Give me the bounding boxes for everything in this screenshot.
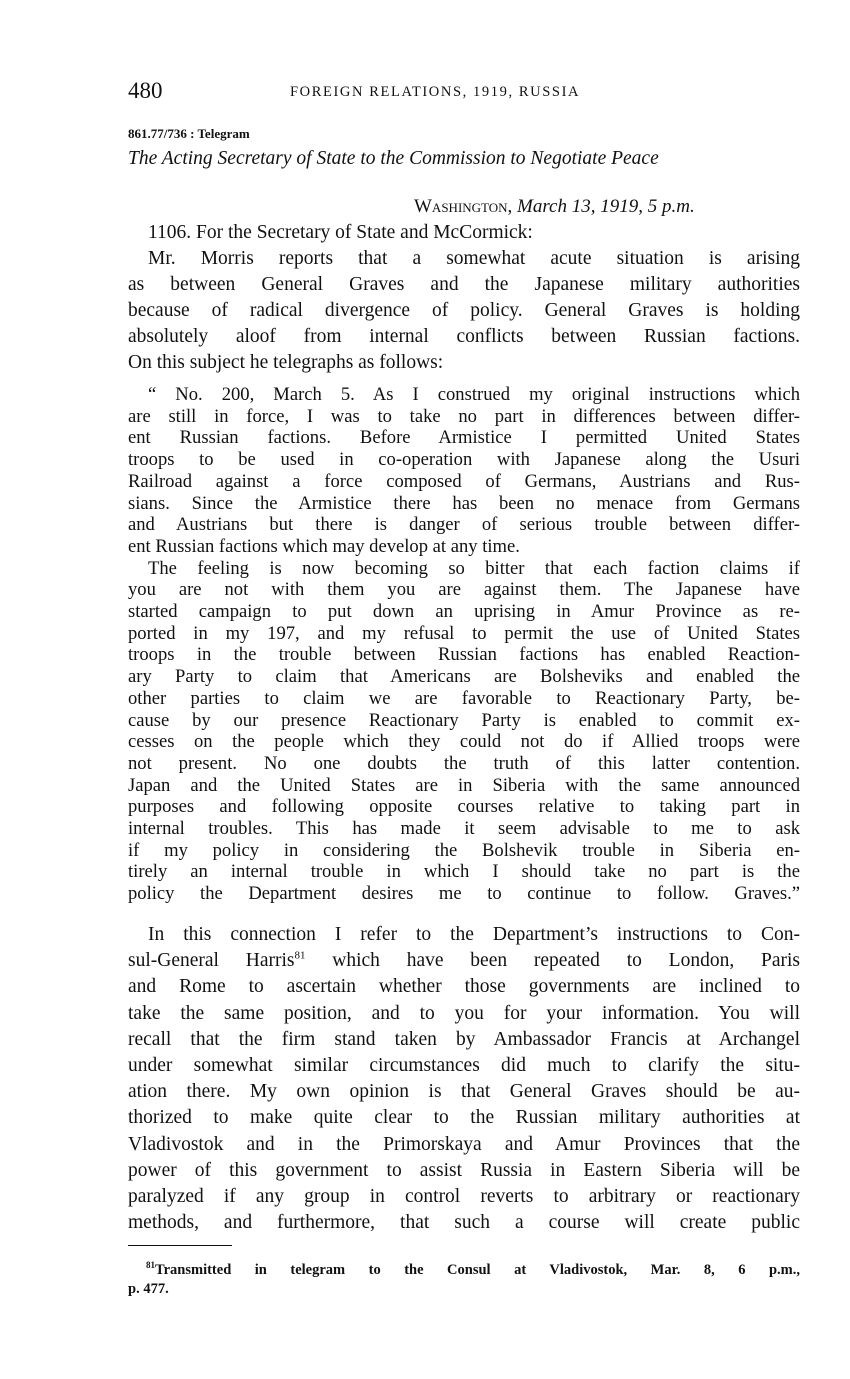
text-line: Railroad against a force composed of Germans, Austrians and Rus- [128,470,800,492]
footnote-text: Transmitted in telegram to the Consul at Vladivostok, Mar. 8, 6 p.m., [155,1261,800,1278]
document-title: The Acting Secretary of State to the Commission to Negotiate Peace [128,148,659,169]
text-fragment: which have been repeated to London, Paris [305,950,800,972]
text-line: absolutely aloof from internal conflicts between Russian factions. [128,326,800,347]
text-line: take the same position, and to you for your information. You will [128,1002,800,1024]
text-line: troops in the trouble between Russian factions has enabled Reaction- [128,644,800,666]
file-number: 861.77/736 : Telegram [128,126,250,141]
page-number: 480 [128,78,163,103]
text-line: started campaign to put down an uprising in Amur Province as re- [128,601,800,623]
paragraph-2 [128,922,800,1236]
dateline [414,196,695,218]
text-line: Mr. Morris reports that a somewhat acute situation is arising [148,248,800,269]
running-title: FOREIGN RELATIONS, 1919, RUSSIA [290,84,581,100]
text-line: policy the Department desires me to continue to follow. Graves.” [128,883,800,905]
text-line: cesses on the people which they could not do if Allied troops were [128,731,800,753]
footnote-marker: 81 [146,1260,155,1270]
text-line: tirely an internal trouble in which I should take no part is the [128,861,800,883]
quoted-telegram [128,384,800,905]
telegram-intro [128,220,800,376]
text-fragment: sul-General Harris [128,950,295,972]
text-line: and Rome to ascertain whether those governments are inclined to [128,976,800,998]
text-line: as between General Graves and the Japanese military authorities [128,274,800,295]
text-line: troops to be used in co-operation with Japanese along the Usuri [128,449,800,471]
footnote [128,1256,800,1299]
text-line [128,948,800,974]
text-line: other parties to claim we are favorable to Reactionary Party, be- [128,687,800,709]
telegram-continuation [128,922,800,1236]
text-line: Vladivostok and in the Primorskaya and Amur Provinces that the [128,1133,800,1155]
text-line: “ No. 200, March 5. As I construed my original instructions which [148,384,800,405]
footnote-reference: 81 [294,949,306,962]
text-line: internal troubles. This has made it seem advisable to me to ask [128,818,800,840]
text-line: under somewhat similar circumstances did much to clarify the situ- [128,1055,800,1077]
quote-paragraph-2 [128,558,800,905]
footnote-line: p. 477. [128,1280,169,1297]
text-line: thorized to make quite clear to the Russian military authorities at [128,1107,800,1129]
text-line: The feeling is now becoming so bitter that each faction claims if [148,557,800,579]
text-line: ent Russian factions which may develop at any time. [128,535,520,557]
text-line: paralyzed if any group in control reverts to arbitrary or reactionary [128,1186,800,1208]
quote-paragraph-1 [128,384,800,558]
paragraph-1 [128,246,800,376]
text-line: On this subject he telegraphs as follows: [128,352,444,373]
text-line: power of this government to assist Russia in Eastern Siberia will be [128,1159,800,1181]
text-line: not present. No one doubts the truth of this latter contention. [128,752,800,774]
text-line: if my policy in considering the Bolshevik trouble in Siberia en- [128,839,800,861]
text-line: cause by our presence Reactionary Party is enabled to commit ex- [128,709,800,731]
page-header [128,78,800,108]
text-line: ported in my 197, and my refusal to permit the use of United States [128,622,800,644]
text-line: purposes and following opposite courses relative to taking part in [128,796,800,818]
text-line: are still in force, I was to take no part in differences between differ- [128,405,800,427]
opening-line: 1106. For the Secretary of State and McCormick: [148,222,533,243]
footnote-divider [128,1245,232,1246]
dateline-date: March 13, 1919, 5 p.m. [517,196,695,217]
text-line: recall that the firm stand taken by Ambassador Francis at Archangel [128,1028,800,1050]
text-line: methods, and furthermore, that such a course will create public [128,1212,800,1234]
text-line: because of radical divergence of policy. General Graves is holding [128,300,800,321]
dateline-place: Washington, [414,196,513,217]
text-line: In this connection I refer to the Department’s instructions to Con- [148,924,800,945]
text-line: ary Party to claim that Americans are Bolsheviks and enabled the [128,666,800,688]
text-line: you are not with them you are against them. The Japanese have [128,579,800,601]
text-line: sians. Since the Armistice there has been no menace from Germans [128,492,800,514]
text-line: ation there. My own opinion is that General Graves should be au- [128,1081,800,1103]
text-line: ent Russian factions. Before Armistice I permitted United States [128,427,800,449]
footnote-line [128,1256,800,1280]
text-line: Japan and the United States are in Siberia with the same announced [128,774,800,796]
text-line: and Austrians but there is danger of serious trouble between differ- [128,514,800,536]
